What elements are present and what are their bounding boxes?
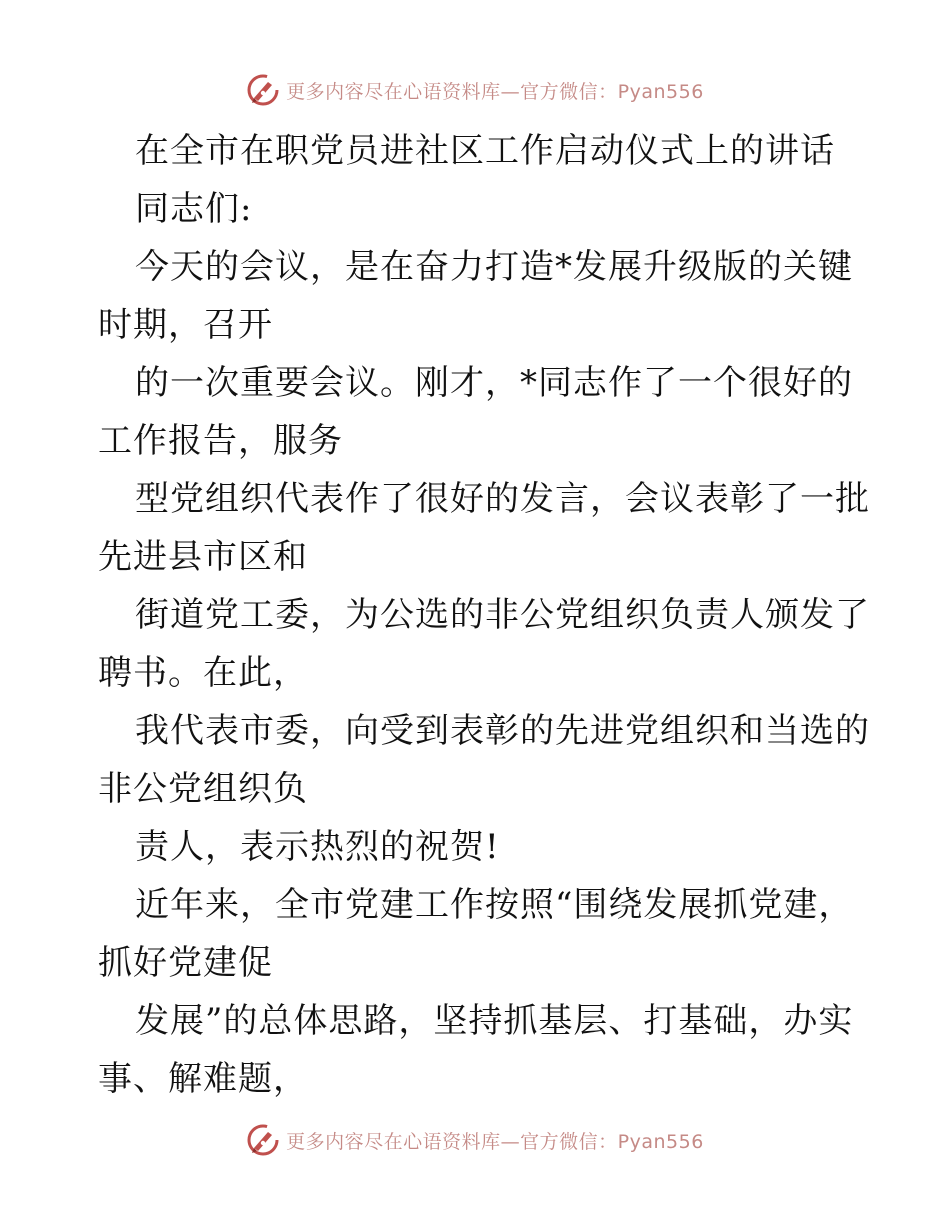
text-line: 发展”的总体思路，坚持抓基层、打基础，办实 bbox=[135, 1001, 854, 1041]
text-line: 工作报告，服务 bbox=[98, 421, 343, 461]
banner-text: 更多内容尽在心语资料库—官方微信：Pyan556 bbox=[286, 1130, 704, 1153]
text-line: 我代表市委，向受到表彰的先进党组织和当选的 bbox=[135, 711, 870, 751]
text-line: 街道党工委，为公选的非公党组织负责人颁发了 bbox=[135, 595, 870, 635]
document-body bbox=[98, 122, 918, 1108]
text-line: 事、解难题， bbox=[98, 1059, 308, 1099]
header-banner bbox=[0, 70, 950, 110]
text-line: 聘书。在此， bbox=[98, 653, 308, 693]
text-line: 先进县市区和 bbox=[98, 537, 308, 577]
text-line: 型党组织代表作了很好的发言，会议表彰了一批 bbox=[135, 479, 870, 519]
salutation-line: 同志们: bbox=[135, 189, 253, 229]
title-line: 在全市在职党员进社区工作启动仪式上的讲话 bbox=[135, 131, 835, 171]
text-line: 时期，召开 bbox=[98, 305, 273, 345]
text-line: 今天的会议，是在奋力打造*发展升级版的关键 bbox=[135, 247, 853, 287]
text-line: 抓好党建促 bbox=[98, 943, 273, 983]
pen-logo-icon bbox=[246, 1123, 280, 1157]
text-line: 非公党组织负 bbox=[98, 769, 308, 809]
text-line: 责人，表示热烈的祝贺! bbox=[135, 827, 500, 867]
wechat-id: Pyan556 bbox=[617, 80, 704, 103]
text-line: 近年来，全市党建工作按照“围绕发展抓党建， bbox=[135, 885, 854, 925]
text-line: 的一次重要会议。刚才，*同志作了一个很好的 bbox=[135, 363, 853, 403]
pen-logo-icon bbox=[246, 73, 280, 107]
banner-text: 更多内容尽在心语资料库—官方微信：Pyan556 bbox=[286, 80, 704, 103]
wechat-id: Pyan556 bbox=[617, 1130, 704, 1153]
footer-banner bbox=[0, 1120, 950, 1160]
